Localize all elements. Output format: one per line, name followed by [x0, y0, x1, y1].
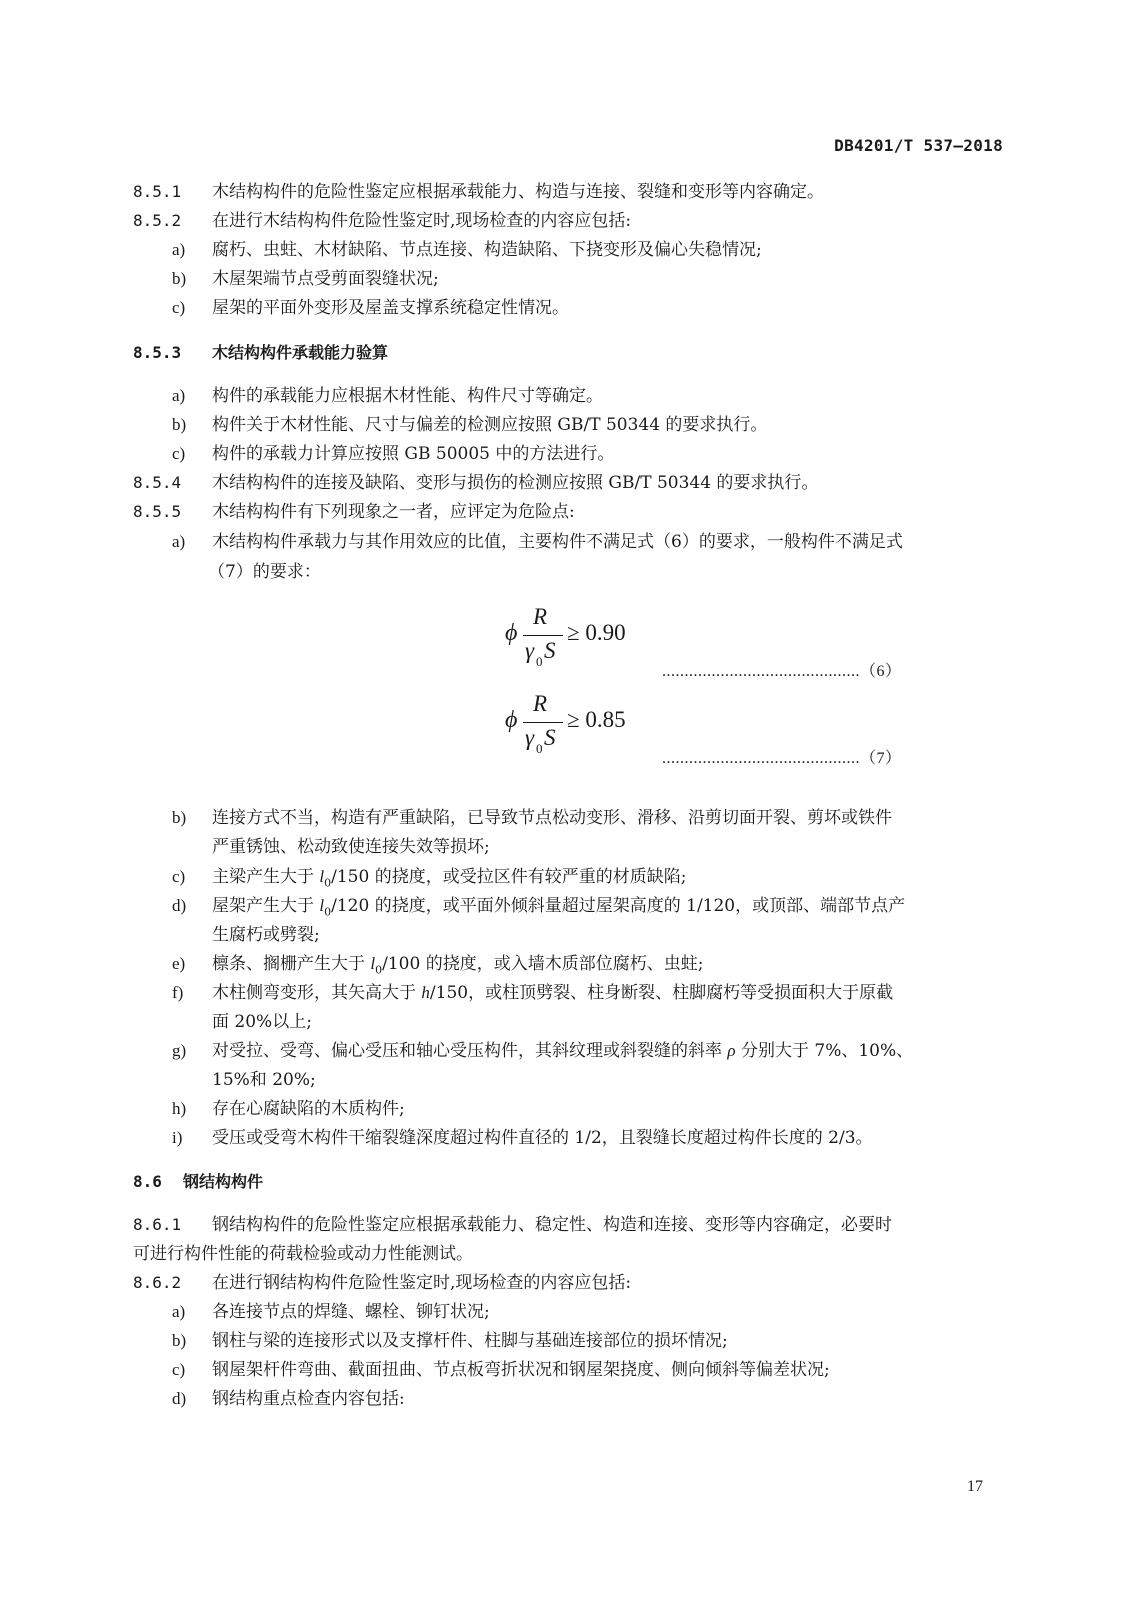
list-item — [0, 527, 1131, 557]
list-item — [0, 949, 1131, 979]
list-item — [0, 1326, 1131, 1356]
denominator-s: S — [544, 638, 556, 663]
list-item — [0, 410, 1131, 440]
item-text: 屋架的平面外变形及屋盖支撑系统稳定性情况。 — [212, 298, 569, 318]
item-label: c) — [172, 298, 186, 317]
item-text: 对受拉、受弯、偏心受压和轴心受压构件，其斜纹理或斜裂缝的斜率 ρ 分别大于 7%、10%、 — [212, 1041, 914, 1061]
clause-number: 8.6.1 — [133, 1215, 182, 1234]
list-item — [0, 1094, 1131, 1124]
item-text: 存在心腐缺陷的木质构件; — [212, 1099, 405, 1119]
list-item-continuation — [0, 832, 1131, 862]
item-text: 屋架产生大于 $l_0/120$ 的挠度，或平面外倾斜量超过屋架高度的 1/120，或顶部、端部节点产 — [212, 896, 906, 919]
header-code: DB4201/T 537—2018 — [834, 136, 1003, 155]
list-item — [0, 891, 1131, 921]
leader-dots: ............................................ — [662, 663, 860, 680]
gamma-subscript: 0 — [536, 741, 543, 756]
item-label: a) — [172, 532, 186, 551]
item-label: g) — [172, 1041, 187, 1060]
item-label: a) — [172, 240, 186, 259]
list-item — [0, 1036, 1131, 1066]
item-text: 生腐朽或劈裂; — [212, 925, 320, 945]
list-item — [0, 381, 1131, 411]
gamma-subscript: 0 — [536, 654, 543, 669]
item-label: b) — [172, 415, 187, 434]
equation-leader — [662, 658, 902, 681]
fraction-bar — [523, 722, 563, 723]
list-item — [0, 803, 1131, 833]
item-text: 各连接节点的焊缝、螺栓、铆钉状况; — [212, 1302, 490, 1322]
list-item-continuation — [0, 1065, 1131, 1095]
item-label: d) — [172, 896, 187, 915]
clause-8-6-1 — [0, 1210, 1131, 1240]
clause-text: 木结构构件的连接及缺陷、变形与损伤的检测应按照 GB/T 50344 的要求执行。 — [212, 473, 819, 493]
clause-number: 8.5.4 — [133, 473, 182, 492]
list-item — [0, 862, 1131, 892]
clause-number: 8.5.2 — [133, 211, 182, 230]
list-item — [0, 978, 1131, 1008]
formula-6 — [505, 604, 665, 674]
phi-symbol: ϕ — [505, 620, 518, 646]
item-text: 构件的承载力计算应按照 GB 50005 中的方法进行。 — [212, 444, 615, 464]
heading-text: 钢结构构件 — [183, 1172, 264, 1191]
item-text: 严重锈蚀、松动致使连接失效等损坏; — [212, 837, 490, 857]
gamma-symbol: γ — [525, 638, 535, 663]
clause-text: 在进行钢结构构件危险性鉴定时,现场检查的内容应包括: — [212, 1273, 632, 1293]
list-item-continuation — [0, 557, 1131, 587]
list-item — [0, 264, 1131, 294]
fraction-bar — [523, 635, 563, 636]
clause-8-5-5 — [0, 497, 1131, 527]
list-item — [0, 1297, 1131, 1327]
clause-8-5-1 — [0, 177, 1131, 207]
heading-text: 木结构构件承载能力验算 — [212, 343, 389, 362]
phi-symbol: ϕ — [505, 707, 518, 733]
clause-number: 8.6.2 — [133, 1273, 182, 1292]
item-text: 木结构构件承载力与其作用效应的比值，主要构件不满足式（6）的要求，一般构件不满足式 — [212, 532, 903, 552]
gamma-symbol: γ — [525, 725, 535, 750]
item-text: 面 20%以上; — [212, 1012, 312, 1032]
section-heading-8-5-3 — [0, 338, 1131, 368]
clause-number: 8.5.5 — [133, 502, 182, 521]
item-text: 木屋架端节点受剪面裂缝状况; — [212, 269, 439, 289]
item-label: c) — [172, 444, 186, 463]
section-number: 8.6 — [133, 1172, 162, 1191]
clause-number: 8.5.3 — [133, 343, 182, 362]
item-text: 受压或受弯木构件干缩裂缝深度超过构件直径的 1/2，且裂缝长度超过构件长度的 2/3。 — [212, 1128, 873, 1148]
clause-continuation — [0, 1239, 1131, 1269]
item-label: h) — [172, 1099, 187, 1118]
item-label: d) — [172, 1389, 187, 1408]
item-text: 檩条、搁栅产生大于 $l_0/100$ 的挠度，或入墙木质部位腐朽、虫蛀; — [212, 954, 704, 977]
item-text: 钢结构重点检查内容包括: — [212, 1389, 405, 1409]
item-label: b) — [172, 808, 187, 827]
relation: ≥ 0.85 — [567, 707, 626, 732]
list-item — [0, 1384, 1131, 1414]
clause-8-5-2 — [0, 206, 1131, 236]
list-item — [0, 293, 1131, 323]
clause-text: 木结构构件的危险性鉴定应根据承载能力、构造与连接、裂缝和变形等内容确定。 — [212, 182, 824, 202]
item-label: c) — [172, 1360, 186, 1379]
item-label: b) — [172, 1331, 187, 1350]
equation-leader — [662, 745, 902, 768]
item-label: i) — [172, 1128, 183, 1147]
item-text: 主梁产生大于 $l_0/150$ 的挠度，或受拉区件有较严重的材质缺陷; — [212, 867, 687, 890]
clause-text: 钢结构构件的危险性鉴定应根据承载能力、稳定性、构造和连接、变形等内容确定，必要时 — [212, 1215, 892, 1235]
list-item — [0, 235, 1131, 265]
list-item — [0, 1123, 1131, 1153]
list-item — [0, 439, 1131, 469]
item-text: 连接方式不当，构造有严重缺陷，已导致节点松动变形、滑移、沿剪切面开裂、剪坏或铁件 — [212, 808, 892, 828]
leader-dots: ............................................ — [662, 750, 860, 767]
clause-text: 在进行木结构构件危险性鉴定时,现场检查的内容应包括: — [212, 211, 632, 231]
list-item-continuation — [0, 920, 1131, 950]
item-label: a) — [172, 1302, 186, 1321]
equation-number: （6） — [860, 663, 902, 680]
equation-number: （7） — [860, 750, 902, 767]
clause-number: 8.5.1 — [133, 182, 182, 201]
item-text: 钢柱与梁的连接形式以及支撑杆件、柱脚与基础连接部位的损坏情况; — [212, 1331, 728, 1351]
item-text: 钢屋架杆件弯曲、截面扭曲、节点板弯折状况和钢屋架挠度、侧向倾斜等偏差状况; — [212, 1360, 830, 1380]
item-label: f) — [172, 983, 184, 1002]
clause-8-6-2 — [0, 1268, 1131, 1298]
item-label: c) — [172, 867, 186, 886]
item-label: e) — [172, 954, 186, 973]
clause-text: 可进行构件性能的荷载检验或动力性能测试。 — [133, 1244, 473, 1264]
denominator-s: S — [544, 725, 556, 750]
list-item-continuation — [0, 1007, 1131, 1037]
section-heading-8-6 — [0, 1167, 1131, 1197]
item-text: 构件关于木材性能、尺寸与偏差的检测应按照 GB/T 50344 的要求执行。 — [212, 415, 768, 435]
item-text: 构件的承载能力应根据木材性能、构件尺寸等确定。 — [212, 386, 603, 406]
numerator: R — [533, 604, 548, 629]
formula-7 — [505, 691, 665, 761]
relation: ≥ 0.90 — [567, 620, 626, 645]
item-text: 15%和 20%; — [212, 1070, 316, 1090]
list-item — [0, 1355, 1131, 1385]
item-label: a) — [172, 386, 186, 405]
page-number: 17 — [967, 1478, 983, 1495]
clause-text: 木结构构件有下列现象之一者，应评定为危险点: — [212, 502, 575, 522]
item-label: b) — [172, 269, 187, 288]
item-text: （7）的要求： — [208, 562, 321, 582]
numerator: R — [533, 691, 548, 716]
item-text: 木柱侧弯变形，其矢高大于 h/150，或柱顶劈裂、柱身断裂、柱脚腐朽等受损面积大于原截 — [212, 983, 894, 1003]
clause-8-5-4 — [0, 468, 1131, 498]
item-text: 腐朽、虫蛀、木材缺陷、节点连接、构造缺陷、下挠变形及偏心失稳情况; — [212, 240, 762, 260]
